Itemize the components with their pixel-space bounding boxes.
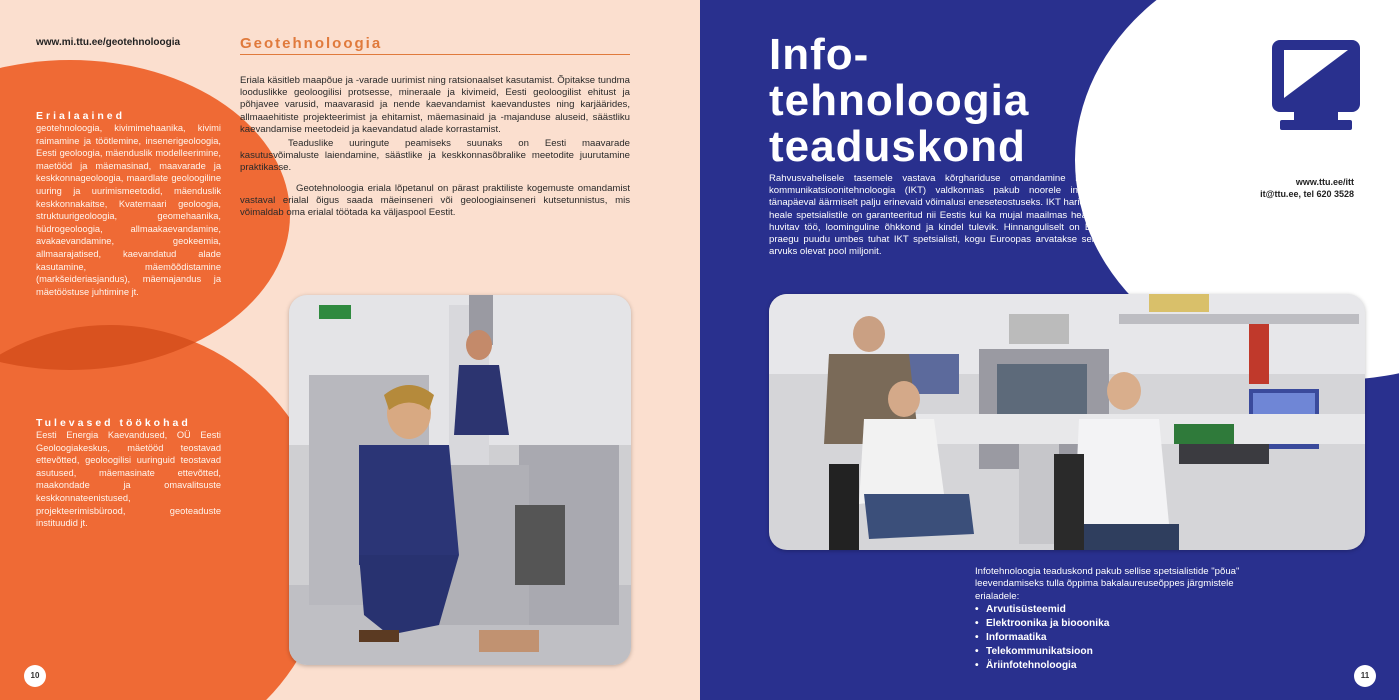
future-jobs-heading: Tulevased töökohad xyxy=(36,417,191,429)
program-item: • Elektroonika ja biooonika xyxy=(975,617,1275,631)
lab-photo-geotech xyxy=(289,295,631,665)
title-line: teaduskond xyxy=(769,122,1026,171)
intro-paragraph: Eriala käsitleb maapõue ja -varade uurimist ning ratsionaalset kasutamist. Õpitakse tundma looduslikke geoloogilisi protsesse, mineraale ja kivimeid, Eesti geoloogilist ehitust ja põhjavee varusid, maavarasid ja nende kaevandamist kaevandustes ning karjäärides, allmaaehitiste projekteerimist ja ehitamist, mäemasinaid ja -majanduse aluseid, säästliku kaevandamise meetodeid ja kaevandatud alade korrastamist. xyxy=(240,75,630,135)
lab-photo-it xyxy=(769,294,1365,550)
monitor-logo-icon xyxy=(1270,38,1362,134)
page-number: 10 xyxy=(24,665,46,687)
program-item: • Telekommunikatsioon xyxy=(975,645,1275,659)
it-intro: Rahvusvahelisele tasemele vastava kõrghariduse omandamine info- ja kommunikatsioonitehnoloogia (IKT) valdkonnas pakub noorele inimesele tänapäeval äärmiselt palju erinevaid võimalusi eneseteostuseks. IKT haridusega heale spetsialistile on garanteeritud nii Eestis kui ka mujal maailmas hea palk, huvitav töö, loominguline õhkkond ja kindel tulevik. Hinnanguliselt on Eestis praegu puudu umbes tuhat IKT spetsialisti, kogu Euroopas arvatakse selleks arvuks olevat pool miljonit. xyxy=(769,173,1111,258)
title-line: tehnoloogia xyxy=(769,76,1030,125)
programs-list xyxy=(975,603,1275,673)
future-jobs-block xyxy=(36,417,221,530)
subjects-heading: Erialaained xyxy=(36,110,126,122)
subjects-text: geotehnoloogia, kivimimehaanika, kivimi raimamine ja töötlemine, insenerigeoloogia, Eesti geoloogia, mäenduslik modelleerimine, maetööd ja mäemasinad, maavarade ja keskkonnageoloogia, maardlate geoloogiline uuring ja uurimismeetodid, mäenduslik keskkonnakaitse, Kvaternaari geoloogia, struktuurigeoloogia, geomehaanika, hüdrogeoloogia, allmaakaevandamine, avakaevandamine, geokeemia, allmaarajatised, kaevandatud alade kasutamine, mäemõõdistamine (markšeideriasjandus), mäemajandus ja mäetööstuse juhtimine jt. xyxy=(36,123,221,297)
contact-url[interactable]: www.ttu.ee/itt xyxy=(1295,177,1354,187)
contact-email-phone[interactable]: it@ttu.ee, tel 620 3528 xyxy=(1260,189,1354,199)
intro-paragraph: Geotehnoloogia eriala lõpetanul on pärast praktiliste kogemuste omandamist vastaval erialal õigus saada mäeinseneri või geoloogiainseneri kutsetunnistus, mis võimaldab oma erialal töötada ka väljaspool Eestit. xyxy=(240,182,630,219)
programs-intro: Infotehnoloogia teaduskond pakub sellise spetsialistide "põua" leevendamiseks tulla õppima bakalaureuseõppes järgmistele erialadele: xyxy=(975,566,1240,602)
subjects-block xyxy=(36,110,221,298)
program-item: • Arvutisüsteemid xyxy=(975,603,1275,617)
faculty-title xyxy=(769,32,1029,170)
geotech-intro xyxy=(240,75,630,219)
program-item: • Äriinfotehnoloogia xyxy=(975,659,1275,673)
title-divider xyxy=(240,54,630,55)
future-jobs-text: Eesti Energia Kaevandused, OÜ Eesti Geoloogiakeskus, mäetööd teostavad ettevõtted, geoloogilisi uuringuid teostavad asutused, mäemasinate ettevõtted, maakondade ja omavalitsuste keskkonnateenistused, projekteerimisbürood, geoteaduste instituudid jt. xyxy=(36,430,221,529)
intro-paragraph: Teaduslike uuringute peamiseks suunaks on Eesti maavarade kasutusvõimaluste laiendamine, säästlike ja keskkonnasõbralike meetodite juurutamine praktikasse. xyxy=(240,138,630,174)
section-title: Geotehnoloogia xyxy=(240,35,383,52)
title-line: Info- xyxy=(769,30,870,79)
programs-block xyxy=(975,566,1275,673)
page-number: 11 xyxy=(1354,665,1376,687)
right-page xyxy=(700,0,1399,700)
faculty-url[interactable]: www.mi.ttu.ee/geotehnoloogia xyxy=(36,37,181,48)
program-item: • Informaatika xyxy=(975,631,1275,645)
contact-info xyxy=(1260,176,1354,200)
